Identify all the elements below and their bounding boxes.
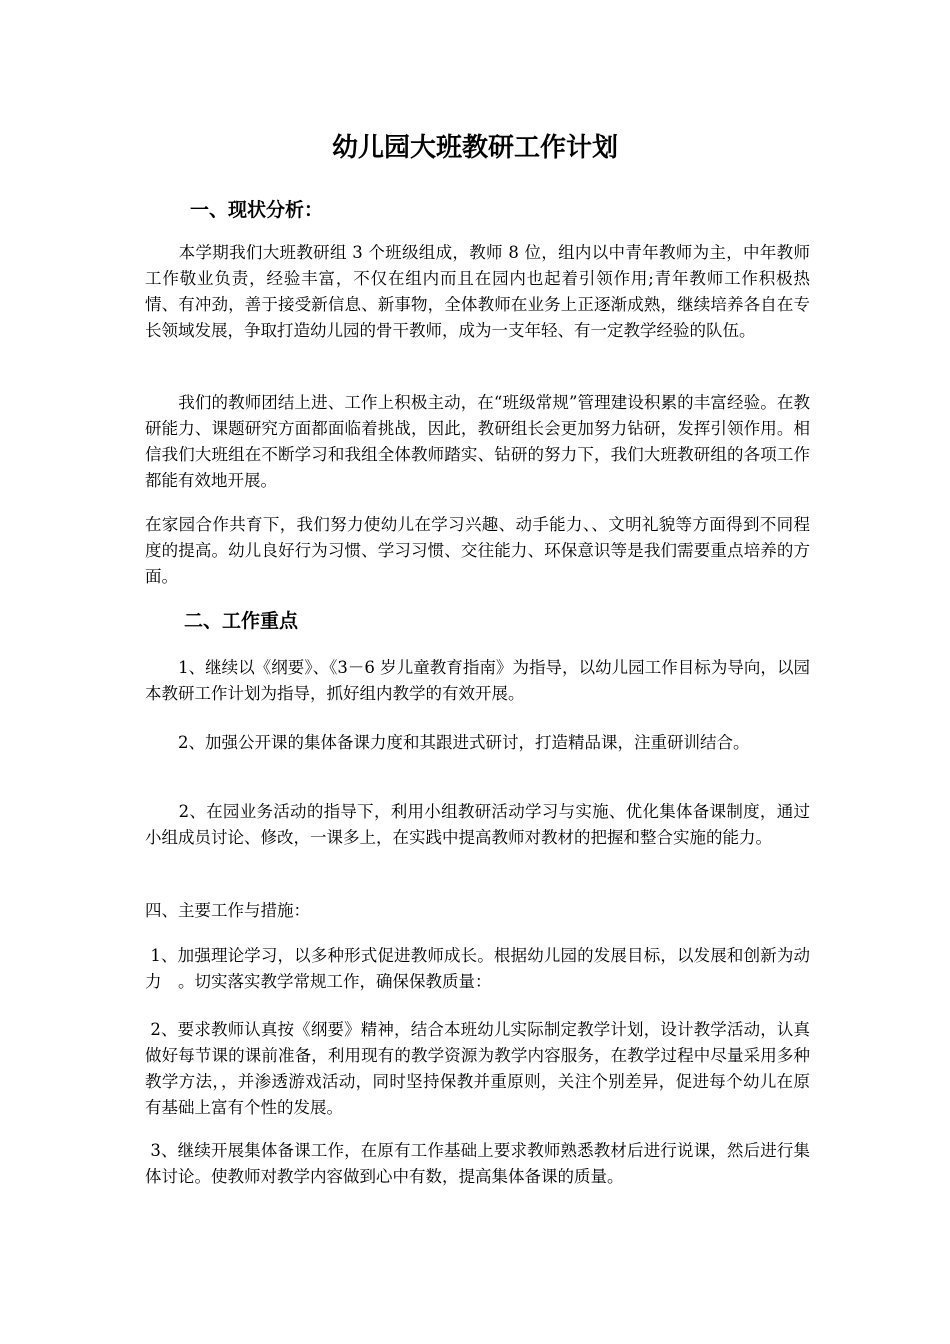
section-heading-analysis: 一、现状分析： — [190, 199, 324, 221]
paragraph-analysis-1: 本学期我们大班教研组 3 个班级组成，教师 8 位，组内以中青年教师为主，中年教师工作敬业负责，经验丰富，不仅在组内而且在园内也起着引领作用;青年教师工作积极热情、有冲劲，善于接受新信息、新事物，全体教师在业务上正逐渐成熟，继续培养各自在专长领域发展，争取打造幼儿园的骨干教师，成为一支年轻、有一定教学经验的队伍。 — [145, 243, 810, 340]
paragraph-focus-2: 2、加强公开课的集体备课力度和其跟进式研讨，打造精品课，注重研训结合。 — [145, 733, 750, 752]
paragraph-focus-1: 1、继续以《纲要》、《3－6 岁儿童教育指南》为指导，以幼儿园工作目标为导向，以园本教研工作计划为指导，抓好组内教学的有效开展。 — [145, 658, 810, 703]
paragraph-analysis-3: 在家园合作共育下，我们努力使幼儿在学习兴趣、动手能力、、文明礼貌等方面得到不同程度的提高。幼儿良好行为习惯、学习习惯、交往能力、环保意识等是我们需要重点培养的方面。 — [145, 515, 810, 586]
paragraph-measures-3: 3、继续开展集体备课工作，在原有工作基础上要求教师熟悉教材后进行说课，然后进行集体讨论。使教师对教学内容做到心中有数，提高集体备课的质量。 — [145, 1141, 810, 1186]
paragraph-measures-1: 1、加强理论学习，以多种形式促进教师成长。根据幼儿园的发展目标，以发展和创新为动力 。切实落实教学常规工作，确保保教质量： — [145, 946, 810, 991]
paragraph-focus-3: 2、在园业务活动的指导下，利用小组教研活动学习与实施、优化集体备课制度，通过小组成员讨论、修改，一课多上，在实践中提高教师对教材的把握和整合实施的能力。 — [145, 802, 810, 847]
paragraph-analysis-2: 我们的教师团结上进、工作上积极主动，在“班级常规”管理建设积累的丰富经验。在教研能力、课题研究方面都面临着挑战，因此，教研组长会更加努力钻研，发挥引领作用。相信我们大班组在不断学习和我组全体教师踏实、钻研的努力下，我们大班教研组的各项工作都能有效地开展。 — [145, 393, 810, 490]
document-title: 幼儿园大班教研工作计划 — [331, 133, 618, 163]
paragraph-measures-2: 2、要求教师认真按《纲要》精神，结合本班幼儿实际制定教学计划，设计教学活动，认真做好每节课的课前准备，利用现有的教学资源为教学内容服务，在教学过程中尽量采用多种教学方法，，并渗透游戏活动，同时坚持保教并重原则，关注个别差异，促进每个幼儿在原有基础上富有个性的发展。 — [145, 1020, 810, 1117]
section-heading-measures: 四、主要工作与措施： — [145, 901, 310, 920]
section-heading-focus: 二、工作重点 — [184, 610, 299, 632]
